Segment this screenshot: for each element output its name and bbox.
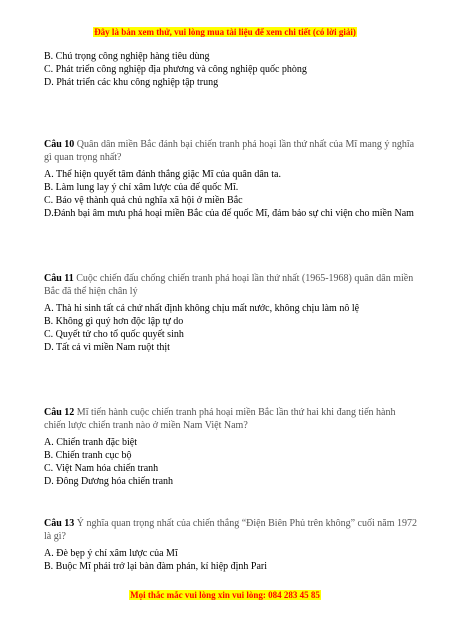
prev-option-b: B. Chú trọng công nghiệp hàng tiêu dùng: [44, 51, 210, 62]
footer-notice: [0, 590, 450, 600]
q12-option-b: B. Chiến tranh cục bộ: [44, 450, 132, 461]
q12-option-a: A. Chiến tranh đặc biệt: [44, 437, 138, 448]
q10-option-c: C. Bảo vệ thành quả chủ nghĩa xã hội ở miền Bắc: [44, 195, 243, 206]
prev-option-c: C. Phát triển công nghiệp địa phương và công nghiệp quốc phòng: [44, 64, 307, 75]
q10-option-d: D.Đánh bại âm mưu phá hoại miền Bắc của đế quốc Mĩ, đảm bảo sự chi viện cho miền Nam: [44, 208, 414, 219]
footer-notice-text: Mọi thắc mắc vui lòng xin vui lòng: 084 283 45 85: [130, 590, 320, 600]
question-number: Câu 13: [44, 518, 75, 529]
question-13: [44, 517, 419, 543]
q11-option-a: A. Thà hi sinh tất cả chứ nhất định không chịu mất nước, không chịu làm nô lệ: [44, 303, 360, 314]
q12-option-d: D. Đông Dương hóa chiến tranh: [44, 476, 174, 487]
prev-option-d: D. Phát triển các khu công nghiệp tập trung: [44, 77, 219, 88]
question-10: [44, 138, 419, 164]
header-notice-text: Đây là bản xem thử, vui lòng mua tài liệu để xem chi tiết (có lời giải): [94, 27, 356, 37]
question-number: Câu 11: [44, 273, 74, 284]
question-text: Mĩ tiến hành cuộc chiến tranh phá hoại miền Bắc lần thứ hai khi đang tiến hành chiến lược chiến tranh nào ở miền Nam Việt Nam?: [44, 407, 396, 431]
q11-option-d: D. Tất cả vì miền Nam ruột thịt: [44, 342, 170, 353]
question-number: Câu 10: [44, 139, 75, 150]
header-notice: [0, 27, 450, 37]
q12-option-c: C. Việt Nam hóa chiến tranh: [44, 463, 159, 474]
question-12: [44, 406, 419, 432]
question-number: Câu 12: [44, 407, 75, 418]
question-text: Cuộc chiến đấu chống chiến tranh phá hoại lần thứ nhất (1965-1968) quân dân miền Bắc đã thể hiện chân lý: [44, 273, 414, 297]
q11-option-c: C. Quyết tử cho tổ quốc quyết sinh: [44, 329, 184, 340]
q11-option-b: B. Không gì quý hơn độc lập tự do: [44, 316, 184, 327]
q10-option-a: A. Thể hiện quyết tâm đánh thắng giặc Mĩ của quân dân ta.: [44, 169, 281, 180]
question-text: Ý nghĩa quan trọng nhất của chiến thắng “Điện Biên Phủ trên không” cuối năm 1972 là gì?: [44, 518, 417, 542]
question-text: Quân dân miền Bắc đánh bại chiến tranh phá hoại lần thứ nhất của Mĩ mang ý nghĩa gì quan trọng nhất?: [44, 139, 415, 163]
question-11: [44, 272, 419, 298]
q13-option-a: A. Đè bẹp ý chí xâm lược của Mĩ: [44, 548, 178, 559]
q13-option-b: B. Buộc Mĩ phải trở lại bàn đàm phán, kí hiệp định Pari: [44, 561, 268, 572]
q10-option-b: B. Làm lung lay ý chí xâm lược của đế quốc Mĩ.: [44, 182, 239, 193]
